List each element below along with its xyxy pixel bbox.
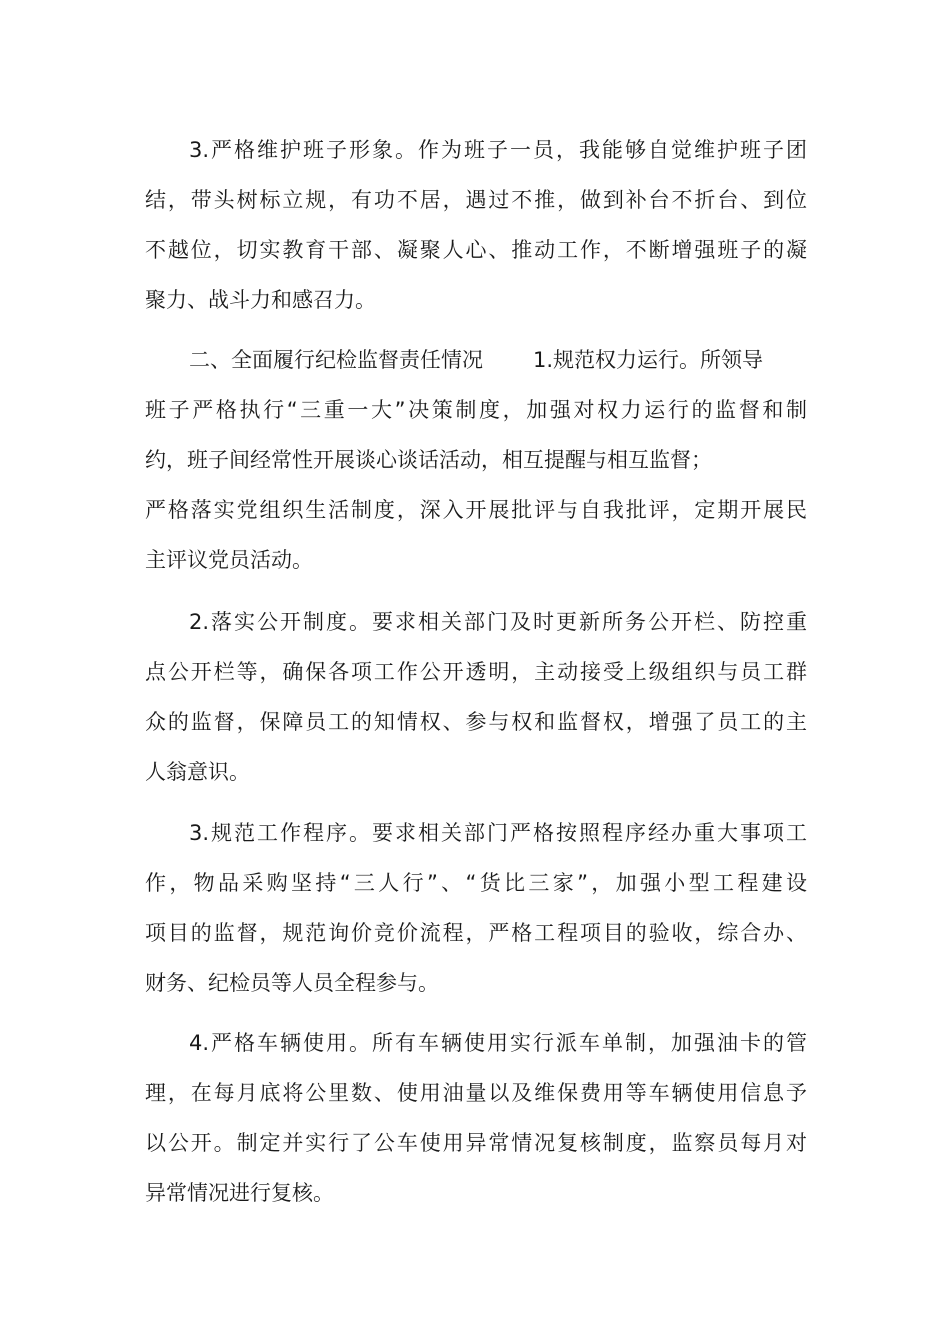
paragraph-2 bbox=[145, 335, 807, 585]
paragraph-line: 人翁意识。 bbox=[145, 760, 250, 784]
paragraph-line: 结，带头树标立规，有功不居，遇过不推，做到补台不折台、到位 bbox=[145, 188, 807, 212]
paragraph-line-heading bbox=[145, 335, 807, 385]
paragraph-line: 众的监督，保障员工的知情权、参与权和监督权，增强了员工的主 bbox=[145, 710, 807, 734]
paragraph-line: 约，班子间经常性开展谈心谈话活动，相互提醒与相互监督； bbox=[145, 448, 712, 472]
paragraph-line: 4.严格车辆使用。所有车辆使用实行派车单制，加强油卡的管 bbox=[189, 1031, 807, 1055]
paragraph-4 bbox=[145, 808, 807, 1008]
paragraph-line: 作，物品采购坚持“三人行”、“货比三家”，加强小型工程建设 bbox=[145, 871, 807, 895]
paragraph-line: 以公开。制定并实行了公车使用异常情况复核制度，监察员每月对 bbox=[145, 1131, 807, 1155]
paragraph-line-start: 1.规范权力运行。所领导 bbox=[533, 348, 764, 372]
paragraph-line: 2.落实公开制度。要求相关部门及时更新所务公开栏、防控重 bbox=[189, 610, 807, 634]
paragraph-3 bbox=[145, 597, 807, 797]
paragraph-line: 聚力、战斗力和感召力。 bbox=[145, 288, 376, 312]
paragraph-line: 严格落实党组织生活制度，深入开展批评与自我批评，定期开展民 bbox=[145, 498, 807, 522]
section-heading: 二、全面履行纪检监督责任情况 bbox=[189, 348, 483, 372]
paragraph-line: 主评议党员活动。 bbox=[145, 548, 313, 572]
paragraph-line: 点公开栏等，确保各项工作公开透明，主动接受上级组织与员工群 bbox=[145, 660, 807, 684]
paragraph-line: 不越位，切实教育干部、凝聚人心、推动工作，不断增强班子的凝 bbox=[145, 238, 807, 262]
paragraph-line: 班子严格执行“三重一大”决策制度，加强对权力运行的监督和制 bbox=[145, 398, 807, 422]
paragraph-line: 财务、纪检员等人员全程参与。 bbox=[145, 971, 439, 995]
paragraph-line: 3.规范工作程序。要求相关部门严格按照程序经办重大事项工 bbox=[189, 821, 807, 845]
paragraph-line: 异常情况进行复核。 bbox=[145, 1181, 334, 1205]
paragraph-line: 理，在每月底将公里数、使用油量以及维保费用等车辆使用信息予 bbox=[145, 1081, 807, 1105]
paragraph-line: 3.严格维护班子形象。作为班子一员，我能够自觉维护班子团 bbox=[189, 138, 807, 162]
paragraph-line: 项目的监督，规范询价竞价流程，严格工程项目的验收，综合办、 bbox=[145, 921, 807, 945]
paragraph-1 bbox=[145, 125, 807, 325]
paragraph-5 bbox=[145, 1018, 807, 1218]
